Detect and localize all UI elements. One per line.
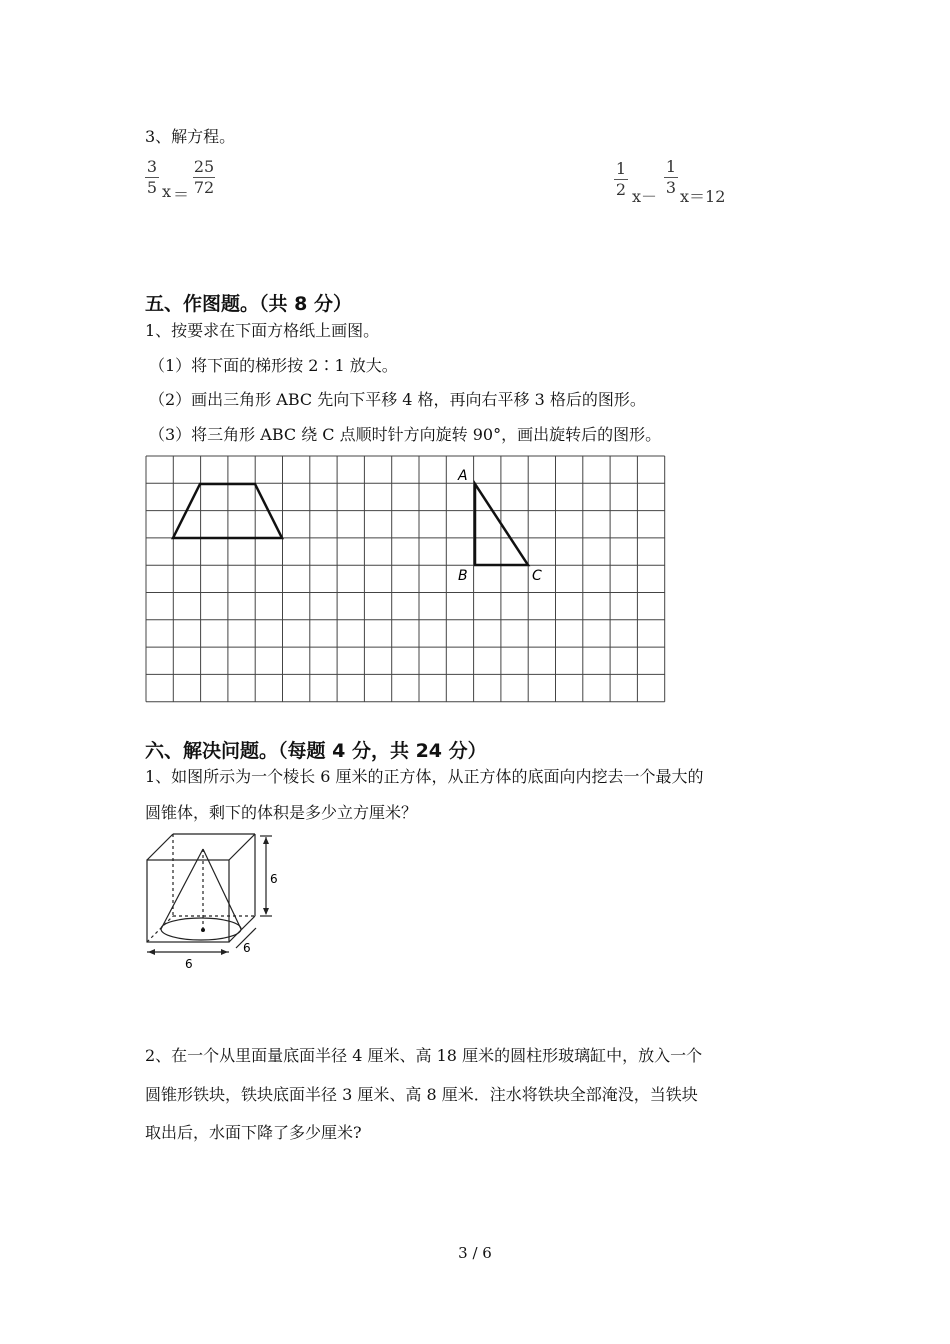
eq2-x-minus: x－ [632,187,658,206]
height-label: 6 [270,872,278,886]
section-5-item-3: （3）将三角形 ABC 绕 C 点顺时针方向旋转 90°，画出旋转后的图形。 [149,425,662,444]
grid-lines [146,456,665,702]
q3-title: 3、解方程。 [145,127,236,146]
cone-left-edge [161,849,203,929]
eq1-numerator: 3 [146,157,158,176]
section-6-q1-line1: 1、如图所示为一个棱长 6 厘米的正方体，从正方体的底面向内挖去一个最大的 [145,767,704,786]
section-6-q1-line2: 圆锥体，剩下的体积是多少立方厘米？ [145,803,418,822]
eq1-denominator: 5 [146,178,158,197]
page-number: 3 / 6 [458,1244,492,1262]
width-label: 6 [185,957,193,971]
eq2-denominator-2: 3 [665,178,677,197]
eq2-rest: x＝12 [680,187,726,206]
depth-label: 6 [243,941,251,955]
eq1-rhs-numerator: 25 [193,157,215,176]
cube-front-face [147,860,229,942]
label-c: C [532,568,542,584]
label-a: A [458,468,468,484]
section-6-q2-line3: 取出后，水面下降了多少厘米? [145,1123,362,1142]
triangle-abc [475,484,528,565]
eq1-x: x [162,182,172,201]
section-6-q2-line1: 2、在一个从里面量底面半径 4 厘米、高 18 厘米的圆柱形玻璃缸中，放入一个 [145,1046,703,1065]
eq1-rhs-denominator: 72 [193,178,215,197]
section-5-item-1: （1）将下面的梯形按 2∶1 放大。 [149,356,398,375]
eq2-numerator-2: 1 [665,157,677,176]
cube-cone-figure [140,828,290,973]
section-5-item-2: （2）画出三角形 ABC 先向下平移 4 格，再向右平移 3 格后的图形。 [149,390,646,409]
section-6-q2-line2: 圆锥形铁块，铁块底面半径 3 厘米、高 8 厘米．注水将铁块全部淹没，当铁块 [145,1085,698,1104]
section-5-title: 五、作图题。（共 8 分） [145,293,352,315]
label-b: B [458,568,468,584]
eq2-numerator-1: 1 [615,159,627,178]
section-6-title: 六、解决问题。（每题 4 分，共 24 分） [145,740,487,762]
cone-right-edge [203,849,241,929]
eq1-equals: ＝ [173,185,190,204]
eq2-denominator-1: 2 [615,180,627,199]
section-5-q1: 1、按要求在下面方格纸上画图。 [145,321,380,340]
